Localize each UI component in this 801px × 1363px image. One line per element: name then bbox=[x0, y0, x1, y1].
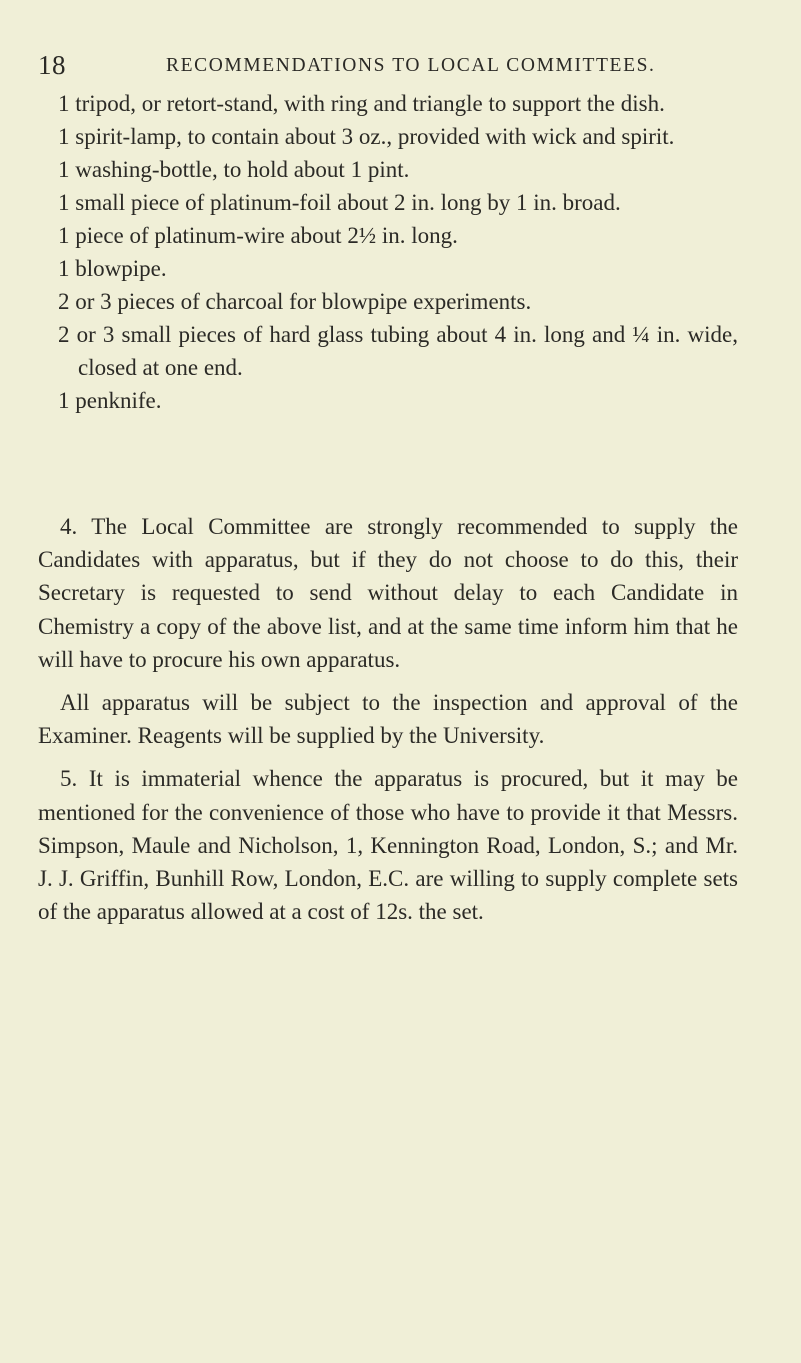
paragraph-section-5: 5. It is immaterial whence the apparatus is procured, but it may be mentioned for the convenience of those who have to provide it that Messrs. Simpson, Maule and Nicholson, 1, Kennington Road, London, S.; and Mr. J. J. Griffin, Bunhill Row, London, E.C. are willing to supply complete sets of the apparatus allowed at a cost of 12s. the set. bbox=[38, 766, 738, 925]
paragraph-section-4: 4. The Local Committee are strongly recommended to supply the Candidates with apparatus, but if they do not choose to do this, their Secretary is requested to send without delay to each Candidate in Chemistry a copy of the above list, and at the same time inform him that he will have to procure his own apparatus. bbox=[38, 514, 738, 672]
list-item: 1 piece of platinum-wire about 2½ in. long. bbox=[58, 223, 458, 248]
list-item: 1 penknife. bbox=[58, 388, 162, 413]
list-item: 1 spirit-lamp, to contain about 3 oz., provided with wick and spirit. bbox=[58, 124, 675, 149]
running-head: RECOMMENDATIONS TO LOCAL COMMITTEES. bbox=[166, 55, 656, 76]
page-header bbox=[38, 50, 738, 80]
list-item: 1 blowpipe. bbox=[58, 256, 167, 281]
list-item: 1 small piece of platinum-foil about 2 in. long by 1 in. broad. bbox=[58, 190, 621, 215]
page-number: 18 bbox=[38, 50, 66, 80]
list-item: 2 or 3 pieces of charcoal for blowpipe experiments. bbox=[58, 289, 532, 314]
list-item: 2 or 3 small pieces of hard glass tubing about 4 in. long and ¼ in. wide, closed at one end. bbox=[58, 322, 738, 380]
paragraph-apparatus-inspection: All apparatus will be subject to the inspection and approval of the Examiner. Reagents will be supplied by the University. bbox=[38, 690, 738, 749]
apparatus-list bbox=[58, 87, 738, 417]
body-text bbox=[38, 510, 738, 938]
list-item: 1 tripod, or retort-stand, with ring and triangle to support the dish. bbox=[58, 91, 665, 116]
list-item: 1 washing-bottle, to hold about 1 pint. bbox=[58, 157, 410, 182]
